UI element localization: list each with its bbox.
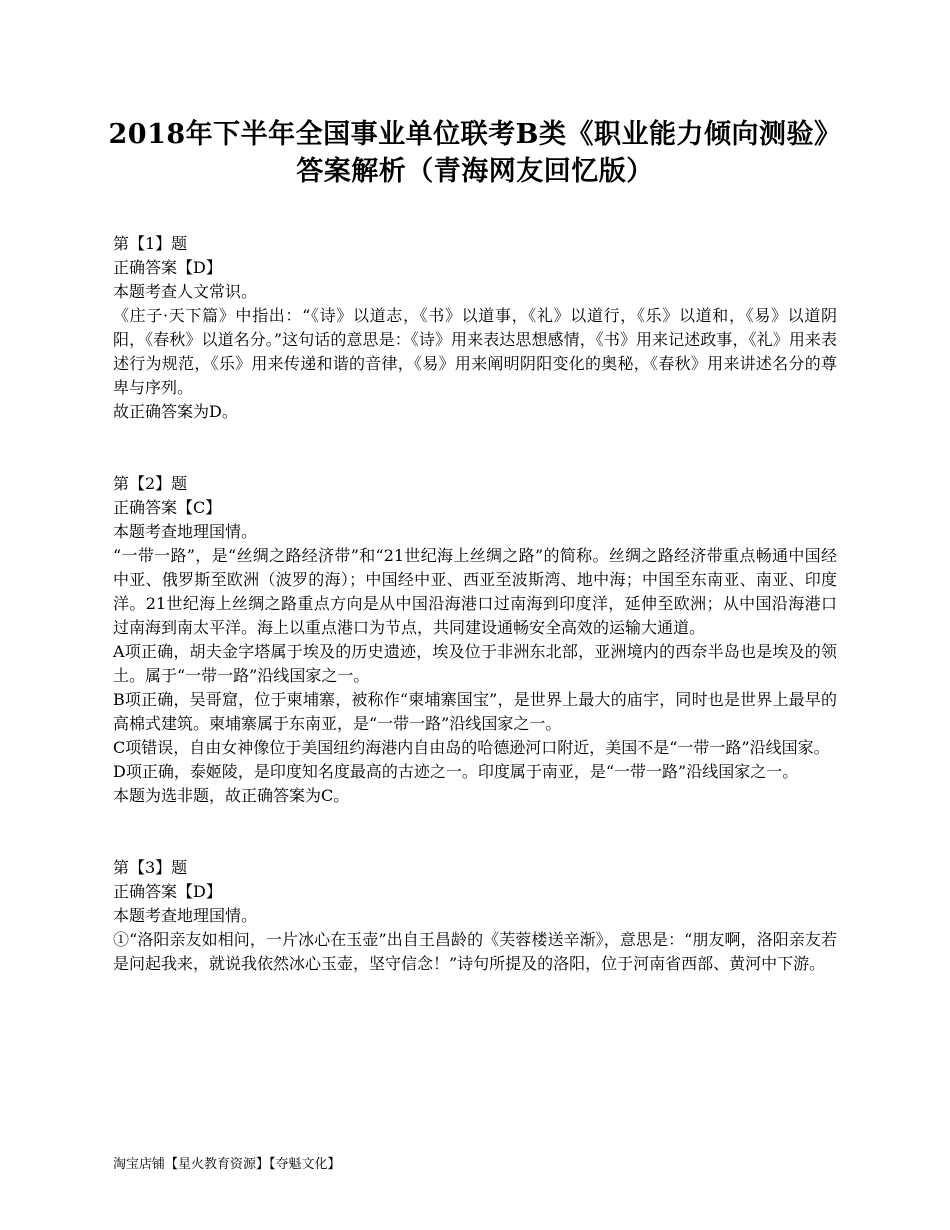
document-title-line-2: 答案解析（青海网友回忆版）: [296, 156, 654, 187]
explanation-line: 《庄子·天下篇》中指出：“《诗》以道志，《书》以道事，《礼》以道行，《乐》以道和，《易》以道阴阳，《春秋》以道名分。”这句话的意思是：《诗》用来表达思想感情，《书》用来记述政事，《礼》用来表述行为规范，《乐》用来传递和谐的音律，《易》用来阐明阴阳变化的奥秘，《春秋》用来讲述名分的尊卑与序列。: [113, 306, 837, 397]
question-3: [113, 856, 837, 976]
document-body: [113, 232, 837, 976]
explanation-line: C项错误，自由女神像位于美国纽约海港内自由岛的哈德逊河口附近，美国不是“一带一路”沿线国家。: [113, 738, 830, 757]
correct-answer: 正确答案【D】: [113, 258, 222, 277]
explanation-line: B项正确，吴哥窟，位于柬埔寨，被称作“柬埔寨国宝”，是世界上最大的庙宇，同时也是世界上最早的高棉式建筑。柬埔寨属于东南亚，是“一带一路”沿线国家之一。: [113, 690, 837, 733]
explanation-line: 本题考查地理国情。: [113, 906, 258, 925]
question-heading: 第【2】题: [113, 474, 188, 493]
explanation-line: “一带一路”，是“丝绸之路经济带”和“21世纪海上丝绸之路”的简称。丝绸之路经济带重点畅通中国经中亚、俄罗斯至欧洲（波罗的海）；中国经中亚、西亚至波斯湾、地中海；中国至东南亚、南亚、印度洋。21世纪海上丝绸之路重点方向是从中国沿海港口过南海到印度洋，延伸至欧洲；从中国沿海港口过南海到南太平洋。海上以重点港口为节点，共同建设通畅安全高效的运输大通道。: [113, 546, 837, 637]
explanation-line: 本题考查人文常识。: [113, 282, 258, 301]
correct-answer: 正确答案【C】: [113, 498, 222, 517]
question-heading: 第【1】题: [113, 234, 188, 253]
explanation-line: D项正确，泰姬陵，是印度知名度最高的古迹之一。印度属于南亚，是“一带一路”沿线国家之一。: [113, 762, 799, 781]
explanation-line: 故正确答案为D。: [113, 402, 238, 421]
question-2: [113, 472, 837, 808]
document-title-line-1: 2018年下半年全国事业单位联考B类《职业能力倾向测验》: [108, 119, 842, 150]
correct-answer: 正确答案【D】: [113, 882, 222, 901]
explanation-line: ①“洛阳亲友如相问，一片冰心在玉壶”出自王昌龄的《芙蓉楼送辛渐》，意思是：“朋友啊，洛阳亲友若是问起我来，就说我依然冰心玉壶，坚守信念！”诗句所提及的洛阳，位于河南省西部、黄河中下游。: [113, 930, 837, 973]
explanation-line: A项正确，胡夫金字塔属于埃及的历史遗迹，埃及位于非洲东北部，亚洲境内的西奈半岛也是埃及的领土。属于“一带一路”沿线国家之一。: [113, 642, 837, 685]
question-1: [113, 232, 837, 424]
explanation-line: 本题考查地理国情。: [113, 522, 258, 541]
page-footer: 淘宝店铺【星火教育资源】【夺魁文化】: [113, 1157, 341, 1172]
explanation-line: 本题为选非题，故正确答案为C。: [113, 786, 350, 805]
question-heading: 第【3】题: [113, 858, 188, 877]
